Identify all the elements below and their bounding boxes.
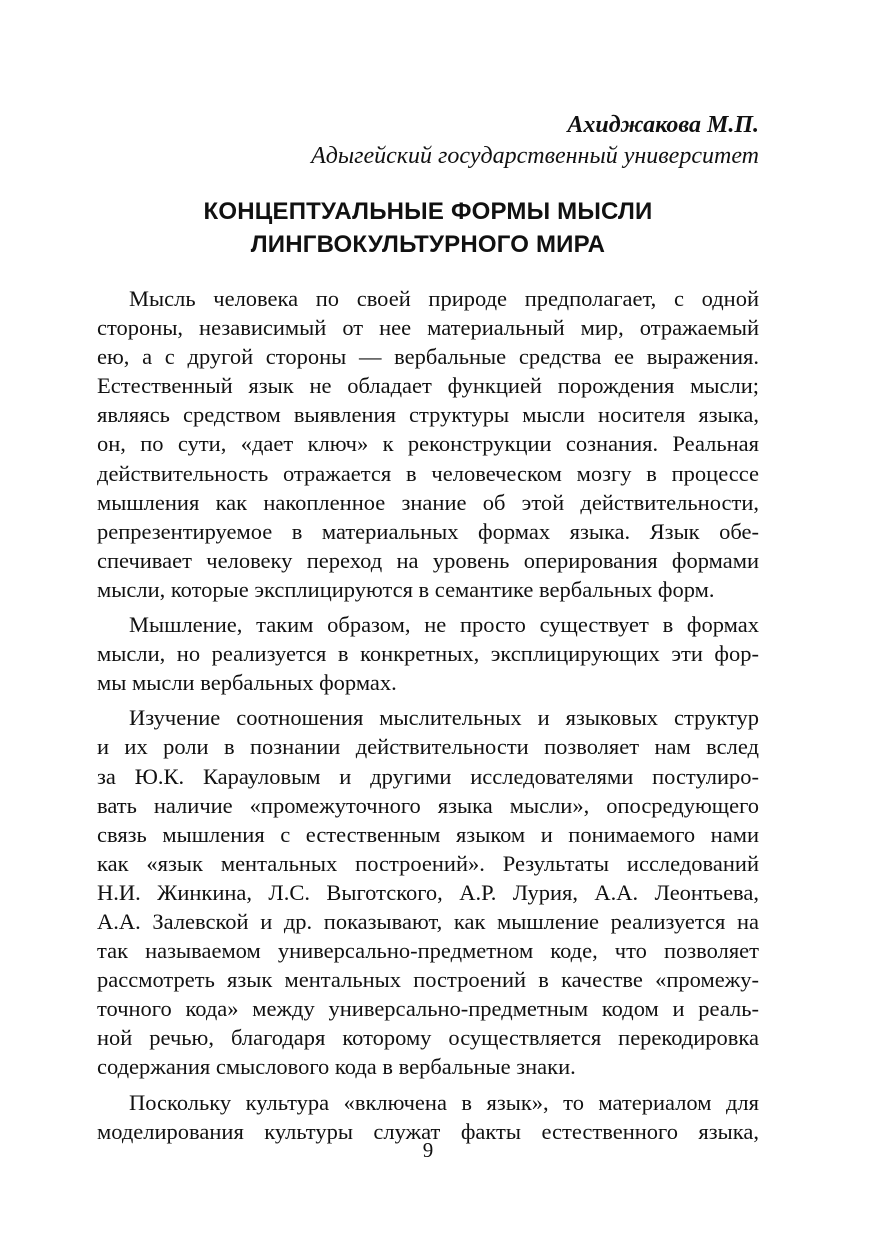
- paragraph: [97, 284, 759, 604]
- document-page: [97, 0, 759, 1241]
- text-line: как «язык ментальных построений». Результаты исследований: [97, 850, 759, 876]
- text-line: мысли, но реализуется в конкретных, эксплицирующих эти фор-: [97, 641, 759, 667]
- text-line: так называемом универсально-предметном коде, что позволяет: [97, 938, 759, 964]
- text-line: Мышление, таким образом, не просто существует в формах: [129, 612, 759, 638]
- paragraph: [97, 703, 759, 1081]
- text-line: Мысль человека по своей природе предполагает, с одной: [129, 286, 759, 311]
- text-line: ею, а с другой стороны — вербальные средства ее выражения.: [97, 344, 759, 370]
- text-line: он, по сути, «дает ключ» к реконструкции сознания. Реальная: [97, 431, 759, 457]
- article-title: [97, 195, 759, 261]
- text-line: Поскольку культура «включена в язык», то материалом для: [129, 1089, 759, 1115]
- text-line: связь мышления с естественным языком и понимаемого нами: [97, 821, 759, 847]
- text-line: Н.И. Жинкина, Л.С. Выготского, А.Р. Лурия, А.А. Леонтьева,: [97, 879, 759, 905]
- text-line: действительность отражается в человеческом мозгу в процессе: [97, 460, 759, 486]
- text-line: стороны, независимый от нее материальный мир, отражаемый: [97, 315, 759, 341]
- text-line: Естественный язык не обладает функцией порождения мысли;: [97, 373, 759, 399]
- text-line: мысли, которые эксплицируются в семантике вербальных форм.: [97, 576, 715, 602]
- text-line: точного кода» между универсально-предметным кодом и реаль-: [97, 996, 759, 1022]
- article-body: [97, 284, 759, 1152]
- title-line-2: ЛИНГВОКУЛЬТУРНОГО МИРА: [250, 231, 606, 258]
- author-block: [311, 110, 759, 172]
- author-affiliation: Адыгейский государственный университет: [311, 143, 759, 169]
- text-line: А.А. Залевской и др. показывают, как мышление реализуется на: [97, 908, 759, 934]
- text-line: вать наличие «промежуточного языка мысли», опосредующего: [97, 792, 759, 818]
- text-line: за Ю.К. Карауловым и другими исследователями постулиро-: [97, 763, 759, 789]
- title-line-1: КОНЦЕПТУАЛЬНЫЕ ФОРМЫ МЫСЛИ: [203, 198, 653, 225]
- text-line: содержания смыслового кода в вербальные знаки.: [97, 1054, 576, 1080]
- text-line: и их роли в познании действительности позволяет нам вслед: [97, 734, 759, 760]
- text-line: ной речью, благодаря которому осуществляется перекодировка: [97, 1025, 759, 1051]
- page-number: 9: [422, 1138, 434, 1162]
- text-line: мышления как накопленное знание об этой действительности,: [97, 489, 759, 515]
- paragraph: [97, 610, 759, 697]
- text-line: спечивает человеку переход на уровень оперирования формами: [97, 547, 759, 573]
- text-line: моделирования культуры служат факты естественного языка,: [97, 1118, 759, 1144]
- paragraph: [97, 1088, 759, 1146]
- text-line: репрезентируемое в материальных формах языка. Язык обе-: [97, 518, 759, 544]
- text-line: являясь средством выявления структуры мысли носителя языка,: [97, 402, 759, 428]
- author-name: Ахиджакова М.П.: [567, 112, 759, 138]
- text-line: рассмотреть язык ментальных построений в качестве «промежу-: [97, 967, 759, 993]
- text-line: мы мысли вербальных формах.: [97, 670, 397, 696]
- text-line: Изучение соотношения мыслительных и языковых структур: [129, 705, 759, 731]
